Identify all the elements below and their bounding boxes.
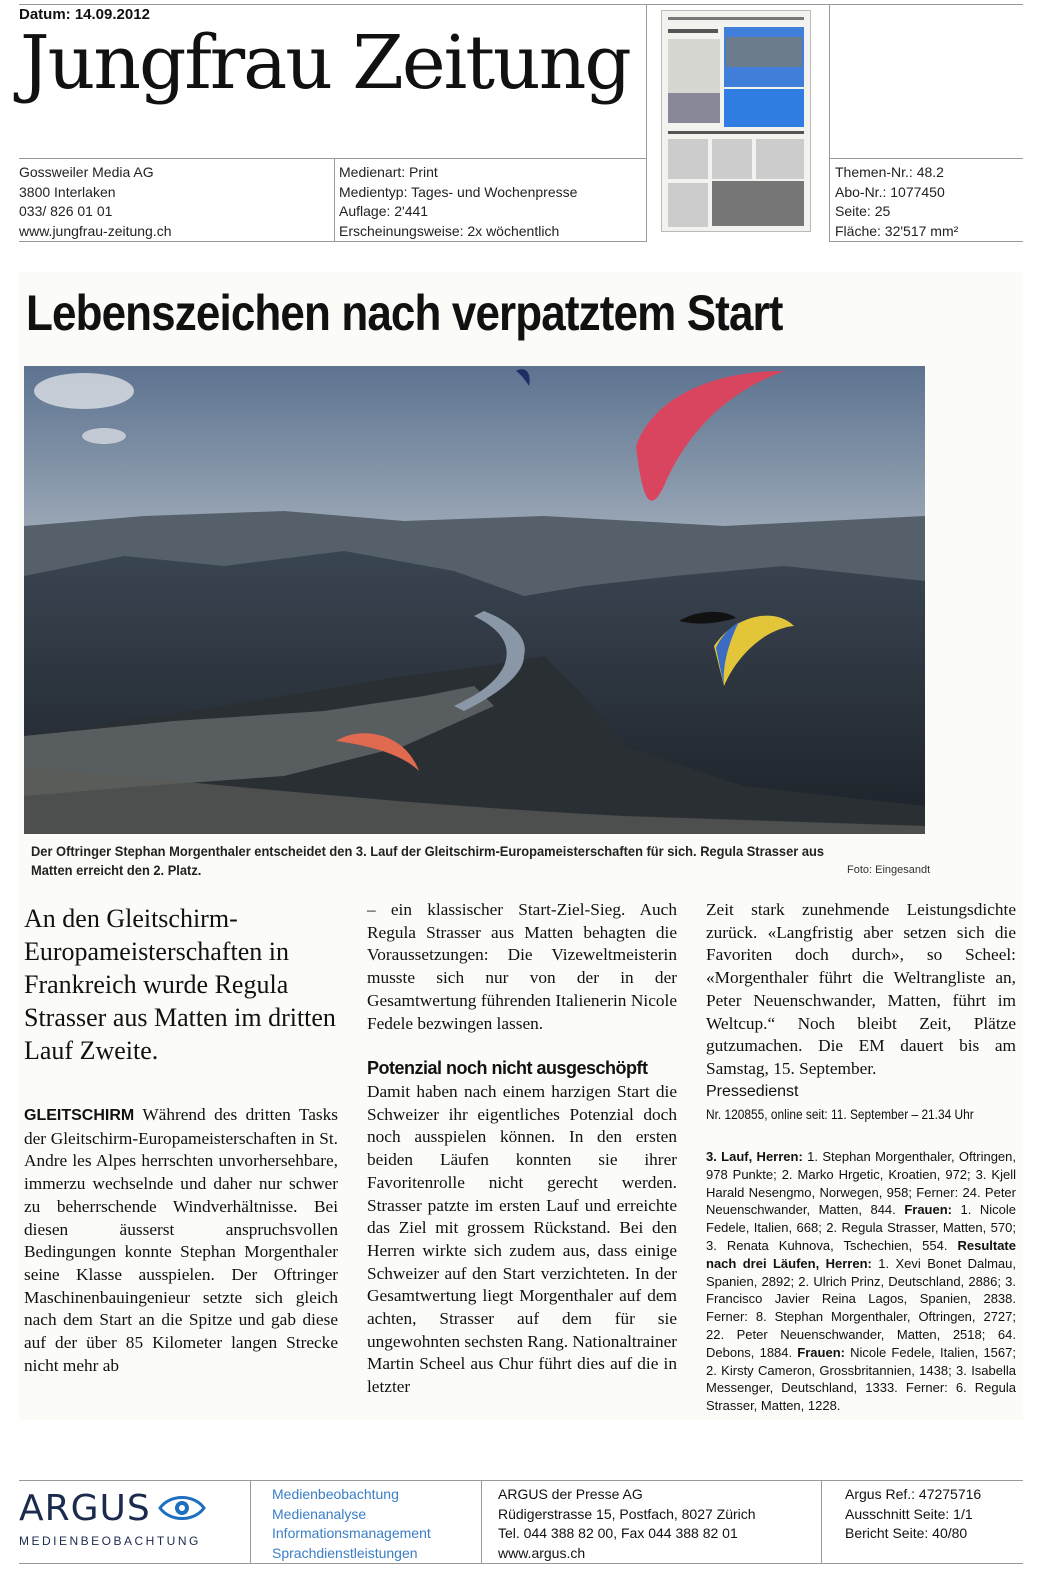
- argus-eye-icon: [158, 1491, 206, 1525]
- results-overall-women: Nicole Fedele, Italien, 1567; 2. Kirsty Cameron, Grossbritannien, 1438; 3. Isabella Messenger, Deutschland, 1333. Ferner: 6. Regula Strasser, Matten, 1228.: [706, 1344, 1016, 1414]
- page-thumbnail-graphic: [662, 11, 810, 231]
- results-box: [706, 1148, 1016, 1415]
- company-phone: Tel. 044 388 82 00, Fax 044 388 82 01: [498, 1525, 738, 1541]
- photo-caption: Der Oftringer Stephan Morgenthaler entscheidet den 3. Lauf der Gleitschirm-Europameisterschaften für sich. Regula Strasser aus Matten erreicht den 2. Platz.: [31, 843, 825, 878]
- media-auflage: Auflage: 2'441: [339, 203, 429, 219]
- article-column-2: – ein klassischer Start-Ziel-Sieg. Auch Regula Strasser aus Matten behagten die Voraussetzungen: Die Vizeweltmeisterin musste sich nur von der in der Gesamtwertung führenden Italienerin Nicole Fedele bezwingen lassen.: [367, 900, 677, 1033]
- photo-credit: Foto: Eingesandt: [847, 864, 931, 876]
- media-art: Medienart: Print: [339, 164, 438, 180]
- service-item: Medienbeobachtung: [272, 1486, 399, 1502]
- company-web: www.argus.ch: [498, 1544, 586, 1561]
- publisher-name: Gossweiler Media AG: [19, 164, 154, 180]
- media-typ: Medientyp: Tages- und Wochenpresse: [339, 183, 578, 200]
- company-address: Rüdigerstrasse 15, Postfach, 8027 Zürich: [498, 1505, 756, 1522]
- article-online-note: Nr. 120855, online seit: 11. September – 21.34 Uhr: [706, 1106, 974, 1122]
- article-lede: An den Gleitschirm-Europameisterschaften in Frankreich wurde Regula Strasser aus Matten im dritten Lauf Zweite.: [24, 904, 336, 1065]
- article-column-1: [24, 1104, 338, 1377]
- article-agency: Pressedienst: [706, 1083, 799, 1100]
- paragliders-photo: [24, 366, 925, 834]
- media-info: [339, 163, 577, 241]
- results-heading-women: Frauen:: [904, 1202, 952, 1218]
- results-heading-overall-women: Frauen:: [797, 1344, 845, 1360]
- header-divider-right: [830, 158, 1023, 159]
- argus-logo: ARGUS: [19, 1488, 151, 1529]
- masthead-title: Jungfrau Zeitung: [20, 20, 630, 106]
- argus-services: [272, 1485, 431, 1563]
- article-column-1-text: Während des dritten Tasks der Gleitschirm-Europameisterschaften in St. Andre les Alpes herrschten unvorhersehbare, immerzu wechselnde und daher nur schwer zu beherrschende Windverhältnisse. Bei diesen äusserst anspruchsvollen Bedingungen konnte Stephan Morgenthaler seine Klasse ausspielen. Der Oftringer Maschinenbauingenieur setzte sich gleich nach dem Start an die Spitze und gab diese auf der über 85 Kilometer langen Strecke nicht mehr ab: [24, 1105, 339, 1375]
- publisher-phone: 033/ 826 01 01: [19, 203, 113, 219]
- service-item: Informationsmanagement: [272, 1525, 431, 1541]
- publisher-info: [19, 163, 172, 241]
- seite: Seite: 25: [835, 203, 891, 219]
- footer-divider-2: [481, 1480, 482, 1563]
- service-item: Medienanalyse: [272, 1505, 367, 1522]
- publisher-city: 3800 Interlaken: [19, 183, 116, 200]
- abo-nr: Abo-Nr.: 1077450: [835, 183, 945, 200]
- page-thumbnail: [661, 10, 811, 232]
- argus-ref: Argus Ref.: 47275716: [845, 1486, 982, 1502]
- header-col-divider-1: [334, 158, 335, 241]
- header-col-divider-3: [829, 4, 830, 242]
- flaeche: Fläche: 32'517 mm²: [835, 222, 959, 239]
- header-bottom-rule-right: [830, 241, 1023, 242]
- article-kicker: GLEITSCHIRM: [24, 1107, 135, 1124]
- article-column-2-continued: Damit haben nach einem harzigen Start die Schweizer ihr eigentliches Potenzial doch noch ausspielen können. In den ersten beiden Läufen konnten sie ihrer Favoritenrolle nicht gerecht werden. Strasser patzte im ersten Lauf und erreichte das Ziel mit grossem Rückstand. Bei den Herren wirkte sich zudem aus, dass einige Schweizer auf den Start verzichteten. In der Gesamtwertung liegt Morgenthaler auf dem achten, Strasser auf dem für sie ungewohnten sechsten Rang. Nationaltrainer Martin Scheel aus Chur führt dies auf die in letzter: [367, 1082, 678, 1397]
- footer-divider-1: [250, 1480, 251, 1563]
- company-name: ARGUS der Presse AG: [498, 1486, 643, 1502]
- header-bottom-rule-left: [19, 241, 646, 242]
- header-top-rule: [19, 4, 1023, 5]
- article-headline: Lebenszeichen nach verpatztem Start: [26, 285, 783, 341]
- article-column-3: Zeit stark zunehmende Leistungsdichte zurück. «Langfristig aber setzen sich die Favoriten doch durch», so Scheel: «Morgenthaler führt die Weltrangliste an, Peter Neuenschwander, Matten, führt im Weltcup.“ Noch bleibt Zeit, Plätze gutzumachen. Die EM dauert bis am Samstag, 15. September.: [706, 900, 1016, 1078]
- publisher-web: www.jungfrau-zeitung.ch: [19, 222, 172, 239]
- bericht-seite: Bericht Seite: 40/80: [845, 1525, 968, 1541]
- results-heading-men: 3. Lauf, Herren:: [706, 1149, 803, 1164]
- ausschnitt-seite: Ausschnitt Seite: 1/1: [845, 1505, 973, 1522]
- argus-logo-subtitle: MEDIENBEOBACHTUNG: [19, 1534, 201, 1548]
- service-item: Sprachdienstleistungen: [272, 1544, 418, 1561]
- argus-refs: [845, 1485, 981, 1544]
- publication-date: Datum: 14.09.2012: [19, 6, 150, 23]
- header-divider-left: [19, 158, 646, 159]
- results-heading-overall-men: Resultate nach drei Läufen, Herren:: [706, 1237, 1016, 1271]
- results-women: 1. Nicole Fedele, Italien, 668; 2. Regula Strasser, Matten, 570; 3. Renata Kuhnova, Tschechien, 554.: [706, 1202, 1016, 1253]
- media-erscheinung: Erscheinungsweise: 2x wöchentlich: [339, 222, 560, 239]
- article-photo: [24, 366, 925, 834]
- footer-bottom-rule: [19, 1563, 1023, 1564]
- results-men: 1. Stephan Morgenthaler, Oftringen, 978 Punkte; 2. Marko Hrgetic, Kroatien, 972; 3. Kjell Harald Nesengmo, Norwegen, 958; Ferner: 24. Peter Neuenschwander, Matten, 844.: [706, 1149, 1016, 1218]
- footer-top-rule: [19, 1480, 1023, 1481]
- header-col-divider-2: [646, 4, 647, 242]
- footer-divider-3: [821, 1480, 822, 1563]
- themen-nr: Themen-Nr.: 48.2: [835, 164, 944, 180]
- article-subhead: Potenzial noch nicht ausgeschöpft: [367, 1058, 648, 1078]
- results-overall-men: 1. Xevi Bonet Dalmau, Spanien, 2892; 2. Ulrich Prinz, Deutschland, 2886; 3. Francisco Javier Reina Lagos, Spanien, 2838. Ferner: 8. Stephan Morgenthaler, Oftringen, 2727; 22. Peter Neuenschwander, Matten, 2518; 64. Debons, 1884.: [706, 1255, 1016, 1360]
- argus-company: [498, 1485, 756, 1563]
- id-info: [835, 163, 958, 241]
